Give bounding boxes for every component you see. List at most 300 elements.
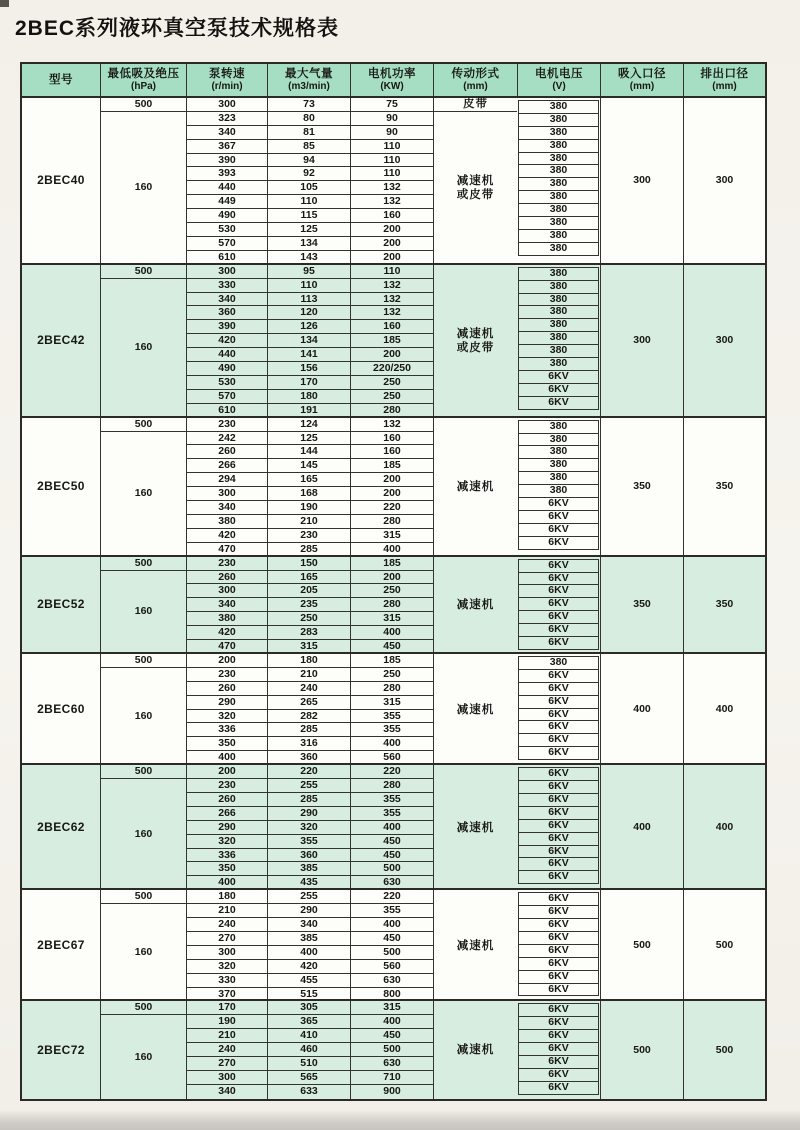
header-unit: (r/min) xyxy=(211,80,243,92)
flow-value: 355 xyxy=(268,835,350,849)
flow-value: 110 xyxy=(268,279,350,293)
flow-value: 285 xyxy=(268,793,350,807)
col-outlet xyxy=(683,654,765,763)
voltage-value: 6KV xyxy=(518,1068,599,1082)
flow-value: 385 xyxy=(268,932,350,946)
voltage-value: 6KV xyxy=(518,623,599,637)
flow-value: 156 xyxy=(268,362,350,376)
speed-value: 367 xyxy=(187,140,267,154)
col-power xyxy=(350,765,433,888)
speed-value: 350 xyxy=(187,862,267,876)
voltage-value: 380 xyxy=(518,152,599,166)
flow-value: 290 xyxy=(268,807,350,821)
col-outlet xyxy=(683,418,765,555)
outlet-value: 350 xyxy=(715,480,734,493)
power-value: 500 xyxy=(351,1043,433,1057)
power-value: 630 xyxy=(383,876,401,889)
voltage-value: 380 xyxy=(518,229,599,243)
header-unit: (mm) xyxy=(629,80,655,92)
flow-value: 230 xyxy=(268,529,350,543)
speed-value: 300 xyxy=(187,98,267,112)
flow-value: 210 xyxy=(268,515,350,529)
model-name: 2BEC40 xyxy=(37,173,85,188)
col-power xyxy=(350,98,433,263)
col-voltage xyxy=(517,418,600,555)
speed-value: 300 xyxy=(187,1071,267,1085)
speed-value: 420 xyxy=(187,626,267,640)
speed-value: 370 xyxy=(218,987,236,1000)
voltage-value: 6KV xyxy=(518,695,599,709)
flow-value: 124 xyxy=(268,418,350,432)
col-power xyxy=(350,265,433,416)
speed-value: 320 xyxy=(187,960,267,974)
flow-value: 400 xyxy=(268,946,350,960)
col-transmission xyxy=(433,765,517,888)
speed-value: 400 xyxy=(218,876,236,889)
power-value: 132 xyxy=(351,195,433,209)
voltage-value: 6KV xyxy=(518,597,599,611)
pressure-500: 500 xyxy=(101,557,186,571)
col-voltage xyxy=(517,890,600,999)
flow-value: 316 xyxy=(268,737,350,751)
col-voltage xyxy=(517,1001,600,1098)
speed-value: 610 xyxy=(218,403,236,416)
flow-value: 235 xyxy=(268,598,350,612)
speed-value: 300 xyxy=(187,265,267,279)
voltage-value: 380 xyxy=(518,344,599,358)
transmission-value xyxy=(434,418,517,557)
col-transmission xyxy=(433,418,517,555)
header-cell-inlet xyxy=(600,64,683,96)
voltage-value: 380 xyxy=(518,656,599,670)
speed-value: 300 xyxy=(187,584,267,598)
col-inlet xyxy=(600,98,683,263)
flow-value: 460 xyxy=(268,1043,350,1057)
page-title: 2BEC系列液环真空泵技术规格表 xyxy=(15,17,340,40)
power-value: 110 xyxy=(351,167,433,181)
speed-value: 530 xyxy=(187,223,267,237)
power-value: 315 xyxy=(351,529,433,543)
flow-value: 455 xyxy=(268,974,350,988)
flow-value: 435 xyxy=(300,876,318,889)
scan-corner-artifact xyxy=(0,0,9,7)
col-outlet xyxy=(683,1001,765,1098)
power-value: 160 xyxy=(351,320,433,334)
transmission-line: 皮带 xyxy=(463,98,488,111)
speed-value: 320 xyxy=(187,835,267,849)
col-speed xyxy=(186,418,267,555)
col-speed xyxy=(186,890,267,999)
speed-value: 340 xyxy=(218,1084,236,1097)
speed-value: 336 xyxy=(187,849,267,863)
header-cell-outlet xyxy=(683,64,765,96)
transmission-line: 减速机 xyxy=(456,328,495,341)
voltage-value: 380 xyxy=(518,305,599,319)
voltage-value: 380 xyxy=(518,216,599,230)
col-power xyxy=(350,1001,433,1098)
power-value: 132 xyxy=(351,306,433,320)
power-value: 280 xyxy=(351,682,433,696)
header-unit: (KW) xyxy=(380,80,404,92)
col-power xyxy=(350,890,433,999)
voltage-value: 6KV xyxy=(518,383,599,397)
flow-value: 125 xyxy=(268,432,350,446)
outlet-value: 300 xyxy=(715,334,734,347)
speed-value: 240 xyxy=(187,1043,267,1057)
col-inlet xyxy=(600,765,683,888)
voltage-value: 6KV xyxy=(518,845,599,859)
section-2BEC60 xyxy=(22,654,765,765)
flow-value: 360 xyxy=(268,849,350,863)
pressure-160: 160 xyxy=(134,1051,153,1064)
power-value: 185 xyxy=(351,557,433,571)
power-value: 355 xyxy=(351,723,433,737)
speed-value: 300 xyxy=(187,946,267,960)
flow-value: 80 xyxy=(268,112,350,126)
flow-value: 94 xyxy=(268,154,350,168)
flow-value: 113 xyxy=(268,293,350,307)
outlet-value: 300 xyxy=(715,174,734,187)
flow-value: 290 xyxy=(268,904,350,918)
col-transmission xyxy=(433,654,517,763)
speed-value: 420 xyxy=(187,529,267,543)
power-value: 800 xyxy=(383,987,401,1000)
header-label: 电机功率 xyxy=(368,67,416,80)
flow-value: 220 xyxy=(268,765,350,779)
model-name: 2BEC67 xyxy=(37,937,85,952)
col-outlet xyxy=(683,98,765,263)
voltage-value: 380 xyxy=(518,293,599,307)
speed-value: 380 xyxy=(187,612,267,626)
flow-value: 125 xyxy=(268,223,350,237)
flow-value: 134 xyxy=(268,237,350,251)
col-transmission xyxy=(433,557,517,652)
power-value: 250 xyxy=(351,376,433,390)
speed-value: 266 xyxy=(187,807,267,821)
outlet-value: 400 xyxy=(715,702,734,715)
voltage-value: 6KV xyxy=(518,1003,599,1017)
voltage-value: 380 xyxy=(518,242,599,256)
col-model xyxy=(22,1001,100,1098)
voltage-value: 380 xyxy=(518,433,599,447)
header-cell-power xyxy=(350,64,433,96)
speed-value: 330 xyxy=(187,974,267,988)
transmission-value xyxy=(434,1001,517,1098)
flow-value: 141 xyxy=(268,348,350,362)
model-name: 2BEC42 xyxy=(37,333,85,348)
speed-value: 490 xyxy=(187,209,267,223)
voltage-value: 6KV xyxy=(518,1029,599,1043)
speed-value: 260 xyxy=(187,571,267,585)
power-value: 355 xyxy=(351,904,433,918)
flow-value: 120 xyxy=(268,306,350,320)
voltage-value: 380 xyxy=(518,267,599,281)
model-name: 2BEC62 xyxy=(37,819,85,834)
flow-value: 265 xyxy=(268,696,350,710)
pressure-160: 160 xyxy=(134,341,153,354)
voltage-value: 380 xyxy=(518,190,599,204)
power-value: 355 xyxy=(351,793,433,807)
voltage-value: 6KV xyxy=(518,780,599,794)
flow-value: 285 xyxy=(300,542,318,555)
header-label: 吸入口径 xyxy=(618,67,666,80)
voltage-value: 6KV xyxy=(518,720,599,734)
flow-value: 633 xyxy=(300,1084,318,1097)
voltage-value: 6KV xyxy=(518,682,599,696)
speed-value: 470 xyxy=(218,640,236,653)
voltage-stack xyxy=(518,892,599,996)
voltage-value: 380 xyxy=(518,139,599,153)
flow-value: 283 xyxy=(268,626,350,640)
power-value: 280 xyxy=(351,515,433,529)
col-pressure xyxy=(100,557,186,652)
power-value: 315 xyxy=(351,612,433,626)
flow-value: 565 xyxy=(268,1071,350,1085)
pressure-500: 500 xyxy=(101,765,186,779)
header-unit: (mm) xyxy=(712,80,737,92)
voltage-value: 6KV xyxy=(518,857,599,871)
flow-value: 282 xyxy=(268,710,350,724)
speed-value: 210 xyxy=(187,1029,267,1043)
flow-value: 143 xyxy=(300,250,318,263)
flow-value: 145 xyxy=(268,459,350,473)
col-model xyxy=(22,557,100,652)
inlet-value: 500 xyxy=(633,938,651,951)
power-value: 280 xyxy=(351,598,433,612)
voltage-value: 380 xyxy=(518,126,599,140)
power-value: 400 xyxy=(383,542,401,555)
power-value: 185 xyxy=(351,654,433,668)
section-2BEC40 xyxy=(22,98,765,265)
col-inlet xyxy=(600,1001,683,1098)
speed-value: 570 xyxy=(187,390,267,404)
voltage-value: 6KV xyxy=(518,746,599,760)
speed-value: 270 xyxy=(187,932,267,946)
speed-value: 390 xyxy=(187,320,267,334)
col-speed xyxy=(186,654,267,763)
power-value: 132 xyxy=(351,181,433,195)
speed-value: 290 xyxy=(187,696,267,710)
flow-value: 115 xyxy=(268,209,350,223)
power-value: 160 xyxy=(351,432,433,446)
voltage-value: 6KV xyxy=(518,832,599,846)
col-pressure xyxy=(100,654,186,763)
flow-value: 360 xyxy=(300,751,318,764)
speed-value: 230 xyxy=(187,557,267,571)
voltage-value: 380 xyxy=(518,203,599,217)
transmission-line: 减速机 xyxy=(456,703,495,716)
flow-value: 420 xyxy=(268,960,350,974)
flow-value: 170 xyxy=(268,376,350,390)
transmission-value xyxy=(434,112,517,265)
voltage-value: 380 xyxy=(518,471,599,485)
speed-value: 323 xyxy=(187,112,267,126)
inlet-value: 400 xyxy=(633,820,651,833)
power-value: 400 xyxy=(351,737,433,751)
speed-value: 300 xyxy=(187,487,267,501)
outlet-value: 500 xyxy=(715,938,734,951)
power-value: 315 xyxy=(351,1001,433,1015)
outlet-value: 500 xyxy=(715,1044,734,1057)
speed-value: 350 xyxy=(187,737,267,751)
power-value: 280 xyxy=(383,403,401,416)
transmission-value xyxy=(434,265,517,418)
col-voltage xyxy=(517,98,600,263)
speed-value: 340 xyxy=(187,501,267,515)
inlet-value: 300 xyxy=(633,334,651,347)
power-value: 355 xyxy=(351,710,433,724)
speed-value: 200 xyxy=(187,765,267,779)
flow-value: 340 xyxy=(268,918,350,932)
flow-value: 305 xyxy=(268,1001,350,1015)
power-value: 200 xyxy=(351,348,433,362)
flow-value: 165 xyxy=(268,473,350,487)
voltage-value: 6KV xyxy=(518,1042,599,1056)
transmission-value xyxy=(434,557,517,654)
speed-value: 240 xyxy=(187,918,267,932)
power-value: 132 xyxy=(351,418,433,432)
speed-value: 420 xyxy=(187,334,267,348)
voltage-value: 380 xyxy=(518,445,599,459)
section-2BEC62 xyxy=(22,765,765,890)
flow-value: 250 xyxy=(268,612,350,626)
voltage-value: 6KV xyxy=(518,536,599,550)
col-model xyxy=(22,265,100,416)
transmission-line: 减速机 xyxy=(456,939,495,952)
power-value: 710 xyxy=(351,1071,433,1085)
section-2BEC42 xyxy=(22,265,765,418)
speed-value: 400 xyxy=(218,751,236,764)
col-transmission xyxy=(433,890,517,999)
power-value: 250 xyxy=(351,390,433,404)
col-outlet xyxy=(683,265,765,416)
voltage-value: 6KV xyxy=(518,905,599,919)
power-value: 200 xyxy=(383,250,401,263)
flow-value: 191 xyxy=(300,403,318,416)
flow-value: 126 xyxy=(268,320,350,334)
flow-value: 180 xyxy=(268,654,350,668)
header-unit: (mm) xyxy=(463,80,488,92)
header-label: 泵转速 xyxy=(209,67,245,80)
power-value: 200 xyxy=(351,237,433,251)
speed-value: 530 xyxy=(187,376,267,390)
power-value: 110 xyxy=(351,154,433,168)
transmission-line: 减速机 xyxy=(456,175,495,188)
flow-value: 134 xyxy=(268,334,350,348)
flow-value: 144 xyxy=(268,445,350,459)
outlet-value: 400 xyxy=(715,820,734,833)
transmission-line: 减速机 xyxy=(456,821,495,834)
speed-value: 266 xyxy=(187,459,267,473)
col-pressure xyxy=(100,1001,186,1098)
power-value: 160 xyxy=(351,445,433,459)
speed-value: 242 xyxy=(187,432,267,446)
col-voltage xyxy=(517,765,600,888)
power-value: 400 xyxy=(351,821,433,835)
col-pressure xyxy=(100,890,186,999)
power-value: 450 xyxy=(351,932,433,946)
power-value: 280 xyxy=(351,779,433,793)
voltage-value: 6KV xyxy=(518,870,599,884)
power-value: 200 xyxy=(351,473,433,487)
header-cell-flow xyxy=(267,64,350,96)
section-2BEC52 xyxy=(22,557,765,654)
col-speed xyxy=(186,557,267,652)
flow-value: 240 xyxy=(268,682,350,696)
flow-value: 81 xyxy=(268,126,350,140)
power-value: 185 xyxy=(351,459,433,473)
transmission-value xyxy=(434,890,517,1001)
voltage-value: 6KV xyxy=(518,523,599,537)
section-2BEC72 xyxy=(22,1001,765,1098)
flow-value: 168 xyxy=(268,487,350,501)
transmission-line: 减速机 xyxy=(456,481,495,494)
power-value: 110 xyxy=(351,265,433,279)
speed-value: 336 xyxy=(187,723,267,737)
power-value: 560 xyxy=(351,960,433,974)
pressure-500: 500 xyxy=(101,265,186,279)
flow-value: 190 xyxy=(268,501,350,515)
voltage-value: 6KV xyxy=(518,970,599,984)
col-speed xyxy=(186,1001,267,1098)
voltage-value: 6KV xyxy=(518,944,599,958)
voltage-stack xyxy=(518,559,599,650)
voltage-value: 6KV xyxy=(518,931,599,945)
power-value: 355 xyxy=(351,807,433,821)
power-value: 250 xyxy=(351,584,433,598)
header-cell-transmission xyxy=(433,64,517,96)
voltage-stack xyxy=(518,656,599,760)
flow-value: 285 xyxy=(268,723,350,737)
flow-value: 95 xyxy=(268,265,350,279)
transmission-value xyxy=(434,765,517,890)
header-label: 排出口径 xyxy=(700,67,749,80)
col-transmission xyxy=(433,265,517,416)
header-label: 最低吸及绝压 xyxy=(107,67,180,80)
header-label: 最大气量 xyxy=(285,67,333,80)
outlet-value: 350 xyxy=(715,598,734,611)
transmission-line: 或皮带 xyxy=(456,342,495,355)
col-outlet xyxy=(683,765,765,888)
speed-value: 360 xyxy=(187,306,267,320)
power-value: 560 xyxy=(383,751,401,764)
col-model xyxy=(22,765,100,888)
speed-value: 440 xyxy=(187,181,267,195)
voltage-value: 380 xyxy=(518,458,599,472)
flow-value: 180 xyxy=(268,390,350,404)
spec-table xyxy=(20,62,767,1101)
col-flow xyxy=(267,1001,350,1098)
col-flow xyxy=(267,265,350,416)
pressure-160: 160 xyxy=(134,487,153,500)
col-flow xyxy=(267,557,350,652)
voltage-value: 6KV xyxy=(518,1055,599,1069)
flow-value: 510 xyxy=(268,1057,350,1071)
flow-value: 73 xyxy=(268,98,350,112)
speed-value: 570 xyxy=(187,237,267,251)
speed-value: 200 xyxy=(187,654,267,668)
col-model xyxy=(22,418,100,555)
power-value: 450 xyxy=(383,640,401,653)
power-value: 132 xyxy=(351,293,433,307)
speed-value: 260 xyxy=(187,682,267,696)
power-value: 500 xyxy=(351,946,433,960)
col-voltage xyxy=(517,265,600,416)
scan-shadow xyxy=(0,1111,800,1130)
speed-value: 393 xyxy=(187,167,267,181)
power-value: 220/250 xyxy=(351,362,433,376)
model-name: 2BEC50 xyxy=(37,479,85,494)
